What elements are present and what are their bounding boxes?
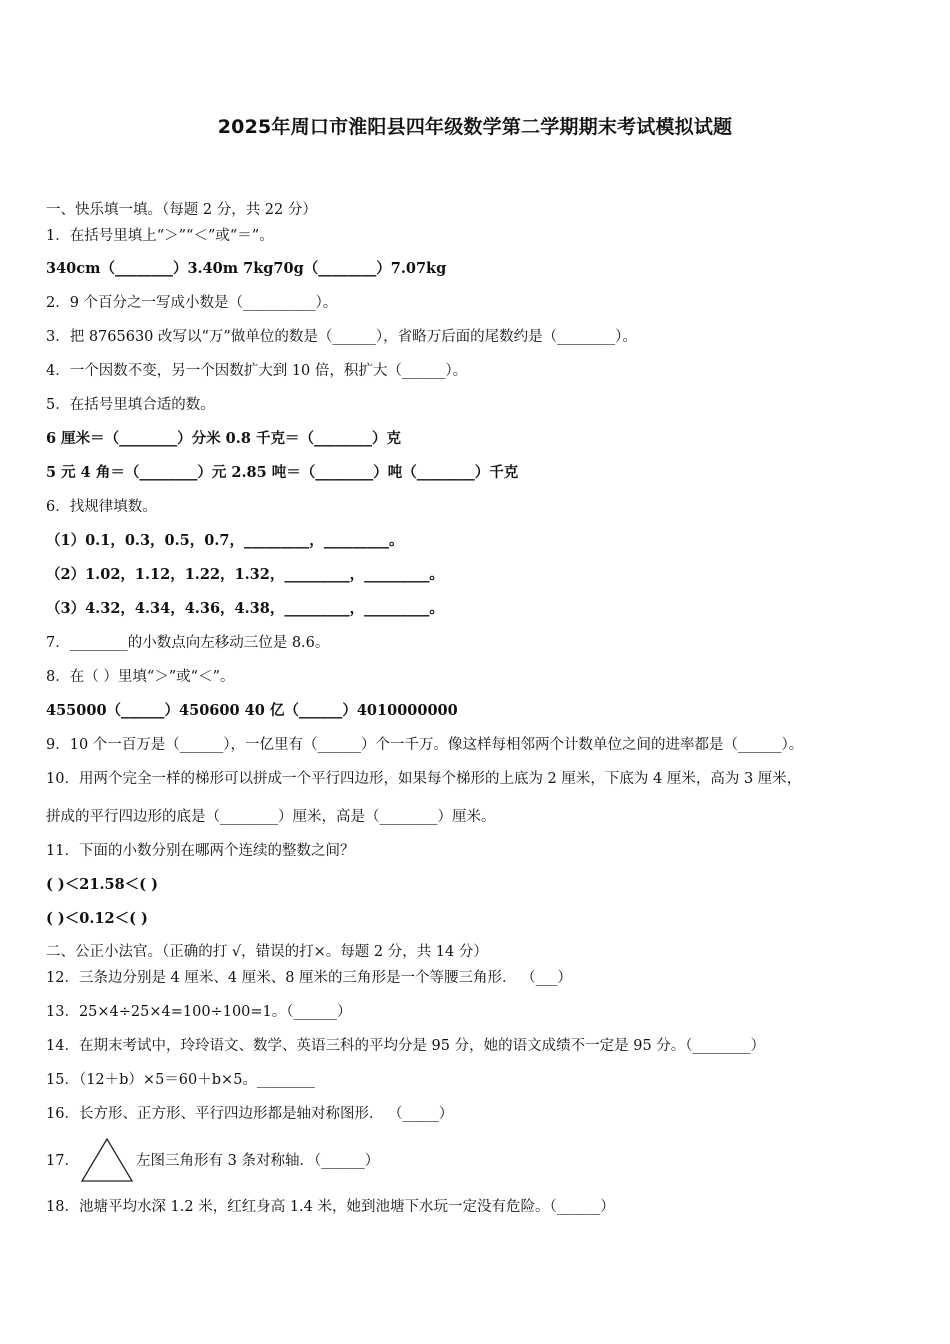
question-5: 5．在括号里填合适的数。 (46, 397, 215, 413)
triangle-figure (80, 1137, 134, 1183)
question-11-item-2: ( )＜0.12＜( ) (46, 910, 148, 927)
question-6-part-1: （1）0.1，0.3，0.5，0.7，_________，_________。 (46, 532, 404, 549)
page-title: 2025年周口市淮阳县四年级数学第二学期期末考试模拟试题 (217, 116, 733, 138)
question-10-continued: 拼成的平行四边形的底是（________）厘米，高是（________）厘米。 (46, 809, 496, 825)
question-12: 12．三条边分别是 4 厘米、4 厘米、8 厘米的三角形是一个等腰三角形． （___） (46, 970, 572, 986)
question-9: 9．10 个一百万是（______），一亿里有（______）个一千万。像这样每相邻两个计数单位之间的进率都是（______）。 (46, 737, 804, 753)
question-6-part-3: （3）4.32，4.34，4.36，4.38，_________，_________。 (46, 600, 444, 617)
question-5-row-1: 6 厘米＝（________）分米 0.8 千克＝（________）克 (46, 430, 401, 447)
triangle-icon (80, 1137, 134, 1183)
question-8-items: 455000（______）450600 40 亿（______）4010000000 (46, 702, 458, 719)
question-6-part-2: （2）1.02，1.12，1.22，1.32，_________，_________。 (46, 566, 444, 583)
question-17-text: 左图三角形有 3 条对称轴．（______） (136, 1153, 380, 1169)
question-4: 4．一个因数不变，另一个因数扩大到 10 倍，积扩大（______）。 (46, 363, 468, 379)
question-15: 15．（12＋b）×5＝60＋b×5。________ (46, 1072, 315, 1088)
section-heading-2: 二、公正小法官。（正确的打 √，错误的打×。每题 2 分，共 14 分） (46, 944, 488, 960)
section-heading-1: 一、快乐填一填。（每题 2 分，共 22 分） (46, 202, 317, 218)
question-17-number: 17． (46, 1153, 79, 1169)
question-11-item-1: ( )＜21.58＜( ) (46, 876, 158, 893)
question-1: 1．在括号里填上“＞”“＜”或“＝”。 (46, 228, 274, 244)
question-1-items: 340cm（________）3.40m 7kg70g（________）7.07kg (46, 260, 447, 277)
question-2: 2．9 个百分之一写成小数是（__________）。 (46, 295, 338, 311)
question-5-row-2: 5 元 4 角＝（________）元 2.85 吨＝（________）吨（________）千克 (46, 464, 519, 481)
question-6: 6．找规律填数。 (46, 499, 157, 515)
question-18: 18．池塘平均水深 1.2 米，红红身高 1.4 米，她到池塘下水玩一定没有危险。（______） (46, 1199, 615, 1215)
question-11: 11．下面的小数分别在哪两个连续的整数之间？ (46, 843, 355, 859)
question-14: 14．在期末考试中，玲玲语文、数学、英语三科的平均分是 95 分，她的语文成绩不一定是 95 分。（________） (46, 1038, 766, 1054)
question-7: 7．________的小数点向左移动三位是 8.6。 (46, 635, 330, 651)
question-8: 8．在（ ）里填“＞”或“＜”。 (46, 669, 235, 685)
question-13: 13．25×4÷25×4=100÷100=1。（______） (46, 1004, 352, 1020)
question-16: 16．长方形、正方形、平行四边形都是轴对称图形． （_____） (46, 1106, 454, 1122)
question-10: 10．用两个完全一样的梯形可以拼成一个平行四边形，如果每个梯形的上底为 2 厘米，下底为 4 厘米，高为 3 厘米， (46, 771, 802, 787)
question-3: 3．把 8765630 改写以“万”做单位的数是（______），省略万后面的尾数约是（________）。 (46, 329, 637, 345)
